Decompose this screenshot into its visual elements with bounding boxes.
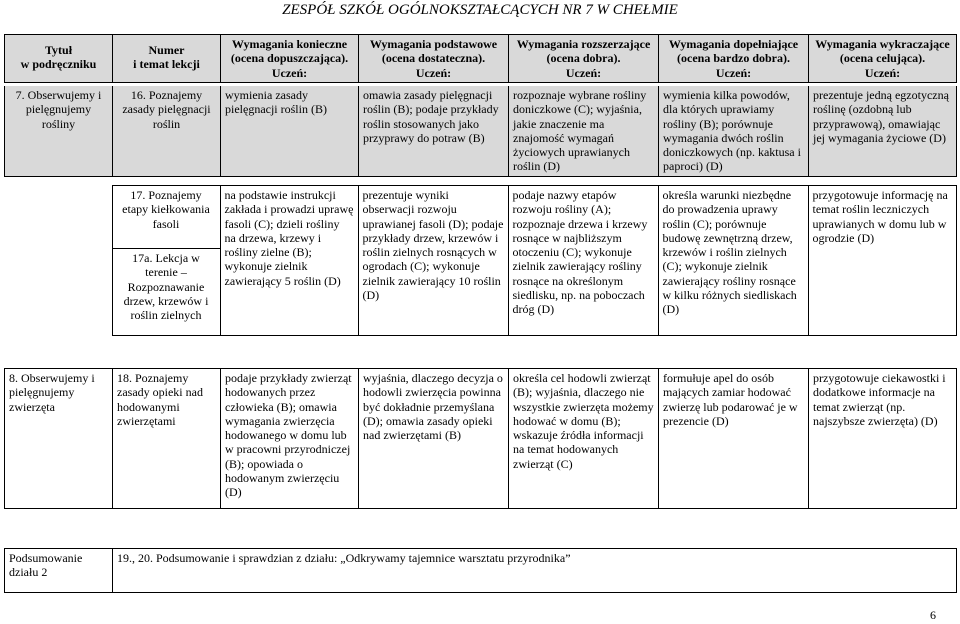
cell-rozszerzajace: określa cel hodowli zwierząt (B); wyjaśnia, dlaczego nie wszystkie zwierzęta możemy hodować w domu (B); wskazuje źródła informacji na temat hodowanych zwierząt (C)	[509, 369, 659, 509]
col-header-numer: Numer i temat lekcji	[113, 35, 221, 83]
requirements-row-3	[4, 368, 957, 509]
cell-podstawowe: wyjaśnia, dlaczego decyzja o hodowli zwierzęcia powinna być dokładnie przemyślana (D); omawia zasady opieki nad zwierzętami (B)	[359, 369, 509, 509]
cell-tytul: 7. Obserwujemy i pielęgnujemy rośliny	[5, 86, 113, 176]
col-header-rozszerzajace: Wymagania rozszerzające (ocena dobra). Uczeń:	[509, 35, 659, 83]
cell-konieczne: wymienia zasady pielęgnacji roślin (B)	[221, 86, 359, 176]
cell-numer: 16. Poznajemy zasady pielęgnacji roślin	[113, 86, 221, 176]
cell-tytul: 8. Obserwujemy i pielęgnujemy zwierzęta	[5, 369, 113, 509]
cell-rozszerzajace: rozpoznaje wybrane rośliny doniczkowe (C); wyjaśnia, jakie znaczenie ma znajomość wymagań życiowych uprawianych roślin (D)	[509, 86, 659, 176]
cell-dopelniajace: określa warunki niezbędne do prowadzenia uprawy roślin (C); porównuje budowę zewnętrzną drzew, krzewów i roślin zielnych (C); wykonuje zielnik zawierający rośliny rosnące w kilku różnych siedliskach (D)	[658, 186, 808, 336]
table-row	[5, 549, 957, 593]
requirements-table-header	[4, 34, 957, 83]
cell-konieczne: podaje przykłady zwierząt hodowanych przez człowieka (B); omawia wymagania zwierzęcia hodowanego w domu lub w pracowni przyrodniczej (B); opowiada o hodowanym zwierzęciu (D)	[221, 369, 359, 509]
cell-numer: 18. Poznajemy zasady opieki nad hodowanymi zwierzętami	[113, 369, 221, 509]
cell-dopelniajace: wymienia kilka powodów, dla których uprawiamy rośliny (B); porównuje wymagania dwóch roślin doniczkowych (np. kaktusa i paproci) (D)	[659, 86, 809, 176]
page-number: 6	[930, 608, 936, 622]
cell-konieczne: na podstawie instrukcji zakłada i prowadzi uprawę fasoli (C); dzieli rośliny na drzewa, krzewy i rośliny zielne (B); wykonuje zielnik zawierający 5 roślin (D)	[220, 186, 358, 336]
cell-tytul: Podsumowanie działu 2	[5, 549, 113, 593]
lesson-17a: 17a. Lekcja w terenie – Rozpoznawanie drzew, krzewów i roślin zielnych	[113, 248, 220, 324]
table-row	[4, 186, 956, 336]
table-row	[5, 369, 957, 509]
cell-rozszerzajace: podaje nazwy etapów rozwoju rośliny (A); rozpoznaje drzewa i krzewy rosnące w najbliższym otoczeniu (C); wykonuje zielnik zawierający rośliny rosnące na określonym siedlisku, np. na poboczach dróg (D)	[508, 186, 658, 336]
cell-numer: 19., 20. Podsumowanie i sprawdzian z działu: „Odkrywamy tajemnice warsztatu przyrodnika”	[113, 549, 957, 593]
requirements-row-1	[4, 86, 957, 177]
col-header-tytul: Tytuł w podręczniku	[5, 35, 113, 83]
lesson-17: 17. Poznajemy etapy kiełkowania fasoli	[122, 188, 210, 231]
table-row	[5, 86, 957, 176]
cell-podstawowe: omawia zasady pielęgnacji roślin (B); podaje przykłady roślin stosowanych jako przyprawy do potraw (B)	[359, 86, 509, 176]
cell-numer	[112, 186, 220, 336]
table-header-row	[5, 35, 957, 83]
requirements-row-2	[4, 185, 957, 336]
document-header: ZESPÓŁ SZKÓŁ OGÓLNOKSZTAŁCĄCYCH NR 7 W CHEŁMIE	[282, 2, 678, 18]
cell-podstawowe: prezentuje wyniki obserwacji rozwoju uprawianej fasoli (D); podaje przykłady drzew, krzewów i roślin zielnych rosnących w ogrodach (C); wykonuje zielnik zawierający 10 roślin (D)	[358, 186, 508, 336]
cell-wykraczajace: przygotowuje ciekawostki i dodatkowe informacje na temat zwierząt (np. najszybsze zwierzęta) (D)	[809, 369, 957, 509]
col-header-podstawowe: Wymagania podstawowe (ocena dostateczna). Uczeń:	[359, 35, 509, 83]
cell-wykraczajace: przygotowuje informację na temat roślin leczniczych uprawianych w domu lub w ogrodzie (D)	[808, 186, 956, 336]
cell-wykraczajace: prezentuje jedną egzotyczną roślinę (ozdobną lub przyprawową), omawiając jej wymagania życiowe (D)	[809, 86, 957, 176]
cell-empty	[4, 186, 112, 336]
col-header-konieczne: Wymagania konieczne (ocena dopuszczająca). Uczeń:	[221, 35, 359, 83]
cell-dopelniajace: formułuje apel do osób mających zamiar hodować zwierzę lub podarować je w prezencie (D)	[659, 369, 809, 509]
col-header-dopelniajace: Wymagania dopełniające (ocena bardzo dobra). Uczeń:	[659, 35, 809, 83]
col-header-wykraczajace: Wymagania wykraczające (ocena celująca). Uczeń:	[809, 35, 957, 83]
summary-row	[4, 548, 957, 593]
